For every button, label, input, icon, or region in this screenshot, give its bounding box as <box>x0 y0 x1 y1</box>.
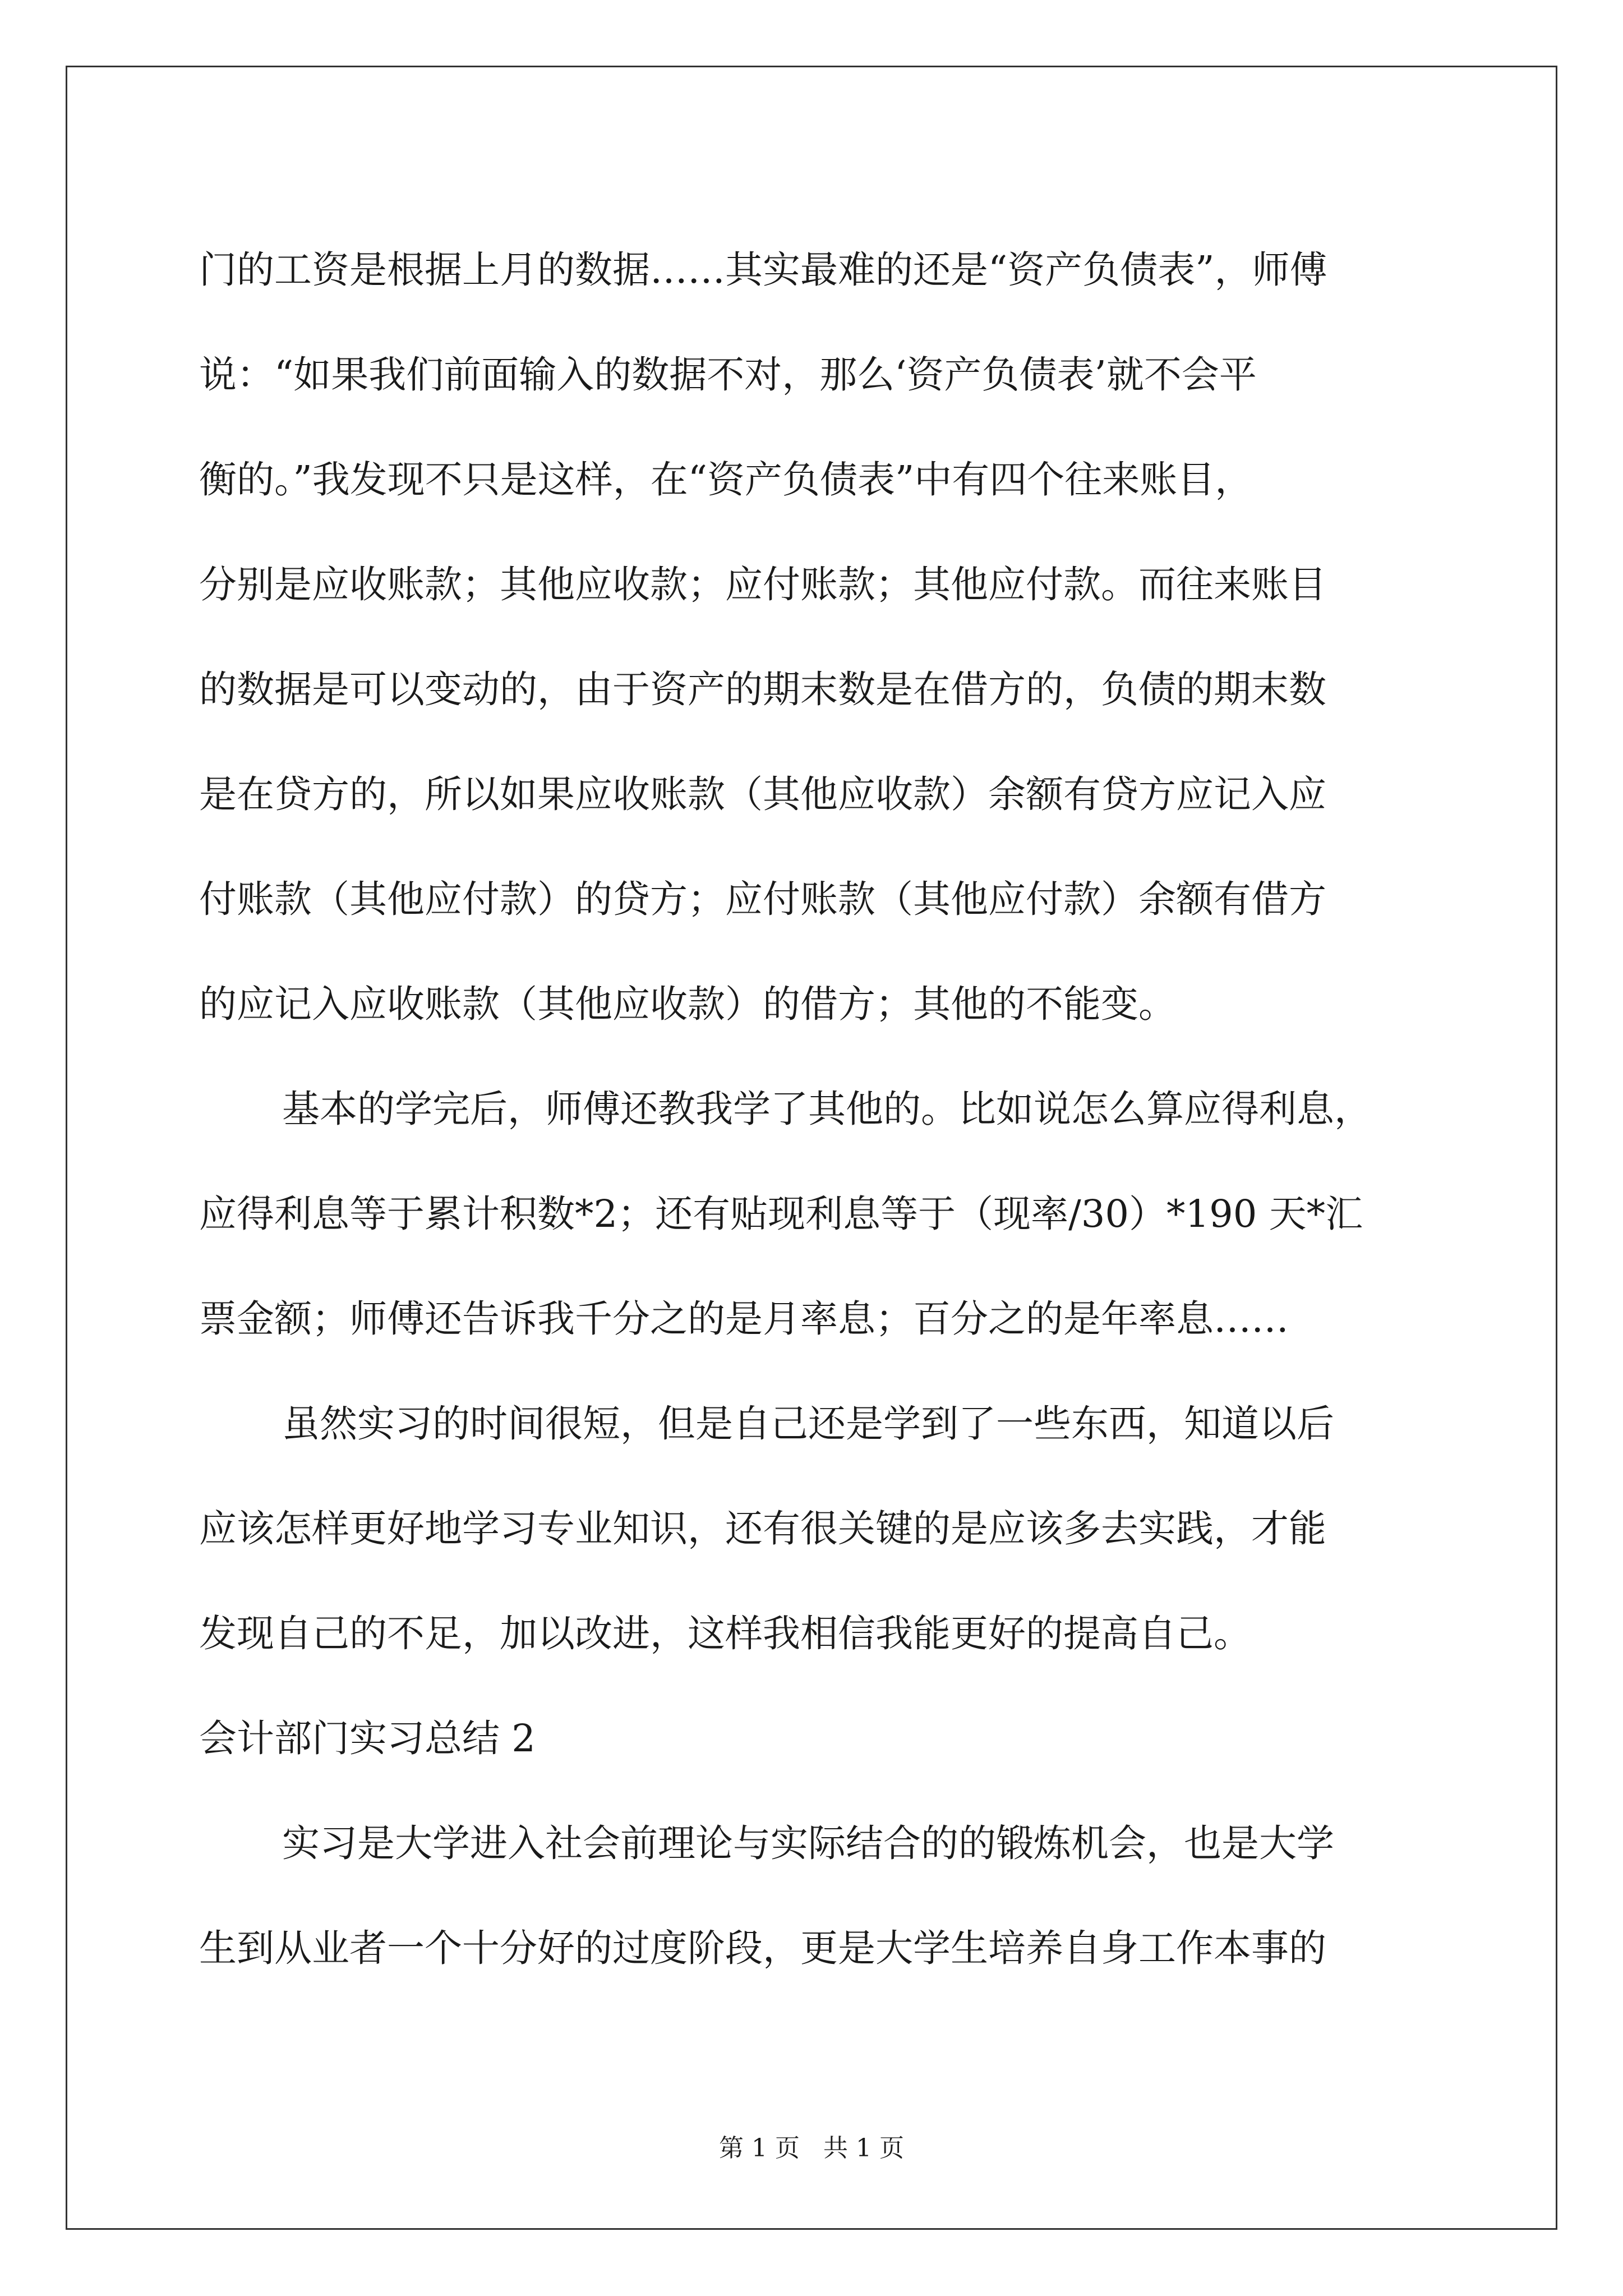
paragraph-first-line: 虽然实习的时间很短，但是自己还是学到了一些东西，知道以后 <box>282 1402 1334 1446</box>
section-heading: 会计部门实习总结 2 <box>199 1717 536 1760</box>
text-line: 应该怎样更好地学习专业知识，还有很关键的是应该多去实践，才能 <box>199 1507 1326 1550</box>
text-line: 票金额；师傅还告诉我千分之的是月率息；百分之的是年率息…… <box>199 1297 1289 1341</box>
text-line: 衡的。”我发现不只是这样，在“资产负债表”中有四个往来账目， <box>199 458 1253 501</box>
text-line: 应得利息等于累计积数*2；还有贴现利息等于（现率/30）*190 天*汇 <box>199 1192 1363 1236</box>
paragraph-first-line: 基本的学完后，师傅还教我学了其他的。比如说怎么算应得利息， <box>282 1087 1372 1131</box>
text-line: 说：“如果我们前面输入的数据不对，那么‘资产负债表’就不会平 <box>199 353 1257 397</box>
text-line: 分别是应收账款；其他应收款；应付账款；其他应付款。而往来账目 <box>199 563 1326 606</box>
text-line: 的应记入应收账款（其他应收款）的借方；其他的不能变。 <box>199 982 1176 1026</box>
paragraph-first-line: 实习是大学进入社会前理论与实际结合的的锻炼机会，也是大学 <box>282 1821 1334 1865</box>
text-line: 门的工资是根据上月的数据……其实最难的还是“资产负债表”，师傅 <box>199 248 1327 292</box>
text-line: 的数据是可以变动的，由于资产的期末数是在借方的，负债的期末数 <box>199 668 1326 711</box>
text-line: 生到从业者一个十分好的过度阶段，更是大学生培养自身工作本事的 <box>199 1926 1326 1970</box>
text-line: 发现自己的不足，加以改进，这样我相信我能更好的提高自己。 <box>199 1612 1251 1655</box>
document-body <box>199 218 1433 2001</box>
text-line: 是在贷方的，所以如果应收账款（其他应收款）余额有贷方应记入应 <box>199 772 1326 816</box>
page-footer: 第 1 页 共 1 页 <box>719 2134 904 2162</box>
text-line: 付账款（其他应付款）的贷方；应付账款（其他应付款）余额有借方 <box>199 877 1326 921</box>
